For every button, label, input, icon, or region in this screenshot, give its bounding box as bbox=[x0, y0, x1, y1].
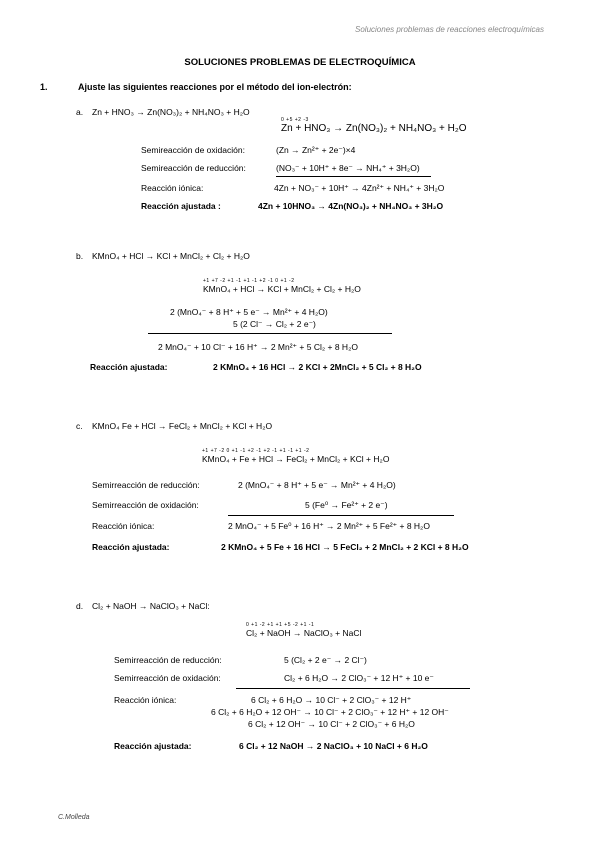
reaction-statement: Zn + HNO₃ → Zn(NO₃)₂ + NH₄NO₃ + H₂O bbox=[92, 107, 250, 117]
reduction-half-equation: 5 (Cl₂ + 2 e⁻ → 2 Cl⁻) bbox=[284, 655, 367, 665]
ionic-reaction-label: Reacción iónica: bbox=[141, 183, 204, 193]
adjusted-reaction-label: Reacción ajustada: bbox=[90, 362, 168, 372]
question-number: 1. bbox=[40, 82, 48, 92]
reduction-half-equation: 2 (MnO₄⁻ + 8 H⁺ + 5 e⁻ → Mn²⁺ + 4 H₂O) bbox=[238, 480, 396, 490]
oxidation-half-equation: Cl₂ + 6 H₂O → 2 ClO₃⁻ + 12 H⁺ + 10 e⁻ bbox=[284, 673, 434, 683]
reaction-equation: KMnO₄ + Fe + HCl → FeCl₂ + MnCl₂ + KCl + H₂O bbox=[202, 454, 390, 464]
reaction-statement: KMnO₄ Fe + HCl → FeCl₂ + MnCl₂ + KCl + H₂O bbox=[92, 421, 273, 431]
ionic-reaction-label: Reacción iónica: bbox=[92, 521, 155, 531]
reaction-statement: KMnO₄ + HCl → KCl + MnCl₂ + Cl₂ + H₂O bbox=[92, 251, 250, 261]
sum-line bbox=[148, 333, 392, 334]
reduction-half-label: Semirreacción de reducción: bbox=[92, 480, 200, 490]
oxidation-numbers: 0 +1 -2 +1 +1 +5 -2 +1 -1 bbox=[246, 622, 315, 628]
adjusted-reaction-equation: 6 Cl₂ + 12 NaOH → 2 NaClO₃ + 10 NaCl + 6 H₂O bbox=[239, 741, 428, 751]
oxidation-numbers: 0 +5 +2 -3 bbox=[281, 117, 309, 123]
reduction-half-equation: (NO₃⁻ + 10H⁺ + 8e⁻ → NH₄⁺ + 3H₂O) bbox=[276, 163, 420, 173]
oxidation-half-equation: 5 (Fe⁰ → Fe²⁺ + 2 e⁻) bbox=[305, 500, 388, 510]
adjusted-reaction-label: Reacción ajustada : bbox=[141, 201, 221, 211]
reaction-equation: Cl₂ + NaOH → NaClO₃ + NaCl bbox=[246, 628, 362, 638]
part-letter: c. bbox=[76, 421, 83, 431]
document-title: SOLUCIONES PROBLEMAS DE ELECTROQUÍMICA bbox=[184, 57, 416, 68]
ionic-reaction-label: Reacción iónica: bbox=[114, 695, 177, 705]
question-text: Ajuste las siguientes reacciones por el método del ion-electrón: bbox=[78, 82, 352, 92]
oxidation-half-label: Semirreacción de oxidación: bbox=[114, 673, 221, 683]
ionic-reaction-equation-3: 6 Cl₂ + 12 OH⁻ → 10 Cl⁻ + 2 ClO₃⁻ + 6 H₂O bbox=[248, 719, 415, 729]
reduction-half-label: Semireacción de reducción: bbox=[141, 163, 246, 173]
reduction-half-label: Semirreacción de reducción: bbox=[114, 655, 222, 665]
adjusted-reaction-equation: 2 KMnO₄ + 16 HCl → 2 KCl + 2MnCl₂ + 5 Cl₂ + 8 H₂O bbox=[213, 362, 422, 372]
adjusted-reaction-equation: 2 KMnO₄ + 5 Fe + 16 HCl → 5 FeCl₂ + 2 MnCl₂ + 2 KCl + 8 H₂O bbox=[221, 542, 469, 552]
sum-line bbox=[236, 688, 470, 689]
adjusted-reaction-equation: 4Zn + 10HNO₃ → 4Zn(NO₃)₂ + NH₄NO₃ + 3H₂O bbox=[258, 201, 444, 211]
sum-line bbox=[228, 515, 454, 516]
oxidation-half-label: Semirreacción de oxidación: bbox=[92, 500, 199, 510]
oxidation-half-label: Semireacción de oxidación: bbox=[141, 145, 245, 155]
oxidation-numbers: +1 +7 -2 +1 -1 +1 -1 +2 -1 0 +1 -2 bbox=[203, 278, 295, 284]
page-footer: C.Molleda bbox=[58, 814, 90, 821]
ionic-reaction-equation: 4Zn + NO₃⁻ + 10H⁺ → 4Zn²⁺ + NH₄⁺ + 3H₂O bbox=[274, 183, 445, 193]
part-letter: b. bbox=[76, 251, 84, 261]
reaction-with-oxidation-numbers bbox=[202, 448, 390, 464]
reaction-with-oxidation-numbers bbox=[246, 622, 362, 638]
part-letter: d. bbox=[76, 601, 84, 611]
ionic-reaction-equation-1: 6 Cl₂ + 6 H₂O → 10 Cl⁻ + 2 ClO₃⁻ + 12 H⁺ bbox=[251, 695, 412, 705]
reaction-equation: Zn + HNO₃ → Zn(NO₃)₂ + NH₄NO₃ + H₂O bbox=[281, 123, 467, 134]
part-letter: a. bbox=[76, 107, 84, 117]
reduction-half-equation: 2 (MnO₄⁻ + 8 H⁺ + 5 e⁻ → Mn²⁺ + 4 H₂O) bbox=[170, 307, 328, 317]
page-header: Soluciones problemas de reacciones electroquímicas bbox=[355, 25, 544, 34]
ionic-reaction-equation: 2 MnO₄⁻ + 10 Cl⁻ + 16 H⁺ → 2 Mn²⁺ + 5 Cl₂ + 8 H₂O bbox=[158, 342, 358, 352]
ionic-reaction-equation-2: 6 Cl₂ + 6 H₂O + 12 OH⁻ → 10 Cl⁻ + 2 ClO₃⁻ + 12 H⁺ + 12 OH⁻ bbox=[211, 707, 449, 717]
oxidation-half-equation: (Zn → Zn²⁺ + 2e⁻)×4 bbox=[276, 145, 356, 155]
reaction-with-oxidation-numbers bbox=[203, 278, 361, 294]
oxidation-numbers: +1 +7 -2 0 +1 -1 +2 -1 +2 -1 +1 -1 +1 -2 bbox=[202, 448, 310, 454]
ionic-reaction-equation: 2 MnO₄⁻ + 5 Fe⁰ + 16 H⁺ → 2 Mn²⁺ + 5 Fe²⁺ + 8 H₂O bbox=[228, 521, 430, 531]
reaction-equation: KMnO₄ + HCl → KCl + MnCl₂ + Cl₂ + H₂O bbox=[203, 284, 361, 294]
adjusted-reaction-label: Reacción ajustada: bbox=[92, 542, 170, 552]
oxidation-half-equation: 5 (2 Cl⁻ → Cl₂ + 2 e⁻) bbox=[233, 319, 316, 329]
reaction-statement: Cl₂ + NaOH → NaClO₃ + NaCl: bbox=[92, 601, 210, 611]
sum-line bbox=[276, 176, 431, 177]
adjusted-reaction-label: Reacción ajustada: bbox=[114, 741, 192, 751]
reaction-with-oxidation-numbers bbox=[281, 117, 467, 134]
